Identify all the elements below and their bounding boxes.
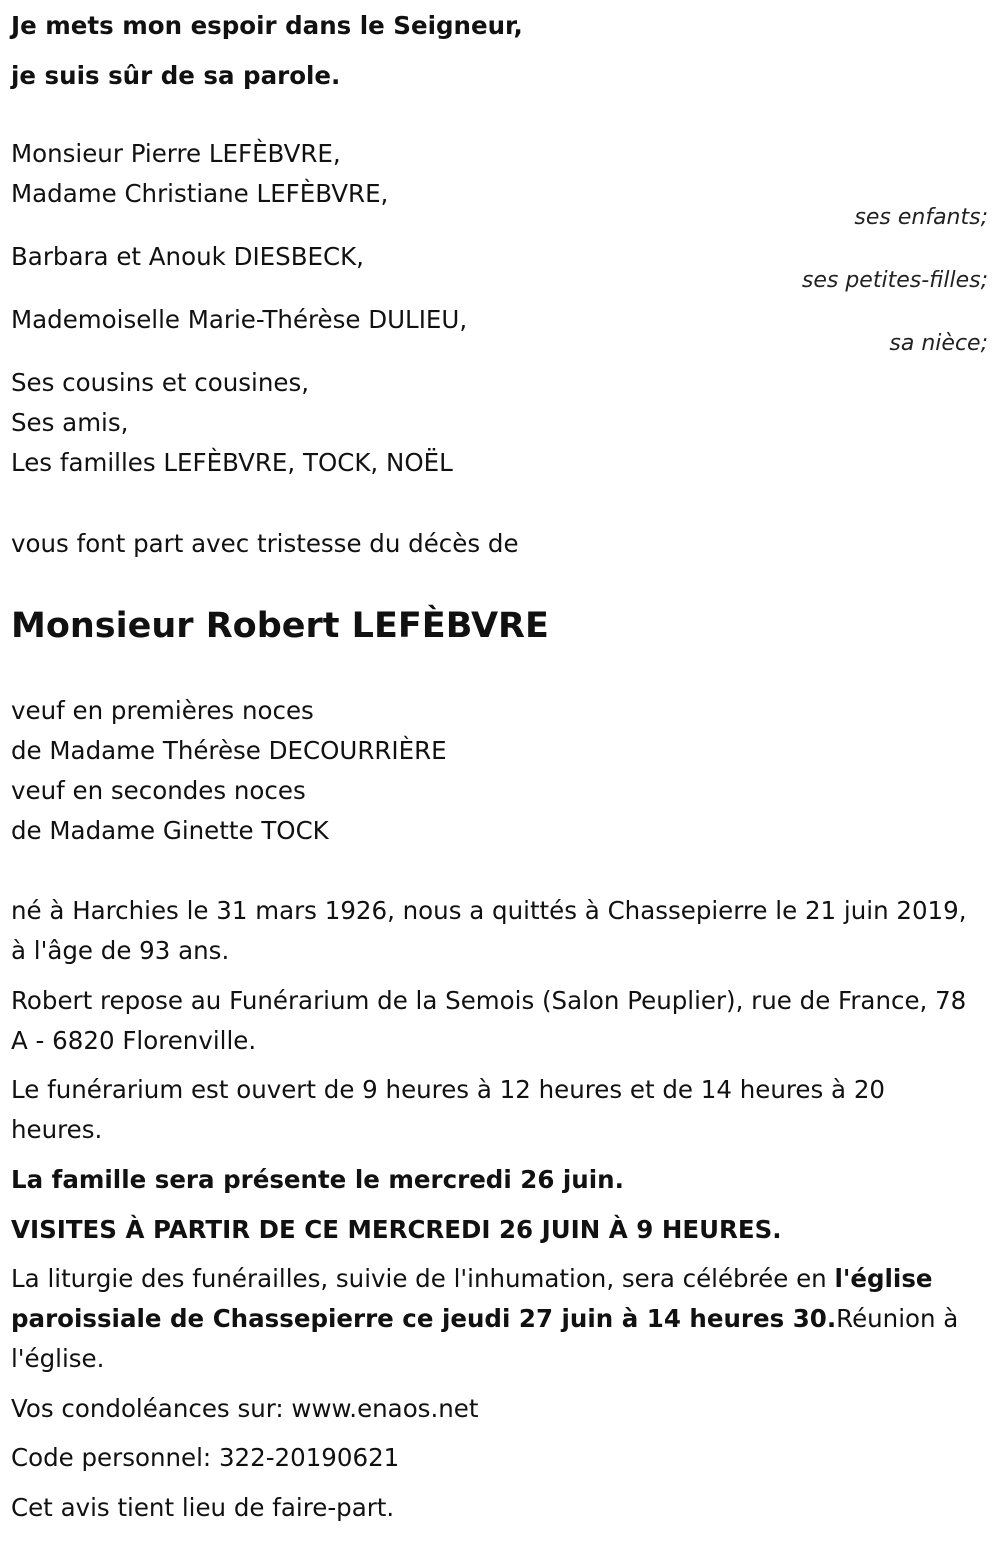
spouse-first: de Madame Thérèse DECOURRIÈRE bbox=[11, 736, 447, 765]
deceased-name: Monsieur Robert LEFÈBVRE bbox=[11, 606, 549, 646]
family-child-1: Monsieur Pierre LEFÈBVRE, bbox=[11, 139, 341, 168]
family-families: Les familles LEFÈBVRE, TOCK, NOËL bbox=[11, 448, 453, 477]
family-child-2: Madame Christiane LEFÈBVRE, bbox=[11, 179, 389, 208]
family-granddaughters: Barbara et Anouk DIESBECK, bbox=[11, 242, 364, 271]
family-presence: La famille sera présente le mercredi 26 juin. bbox=[11, 1165, 624, 1194]
epigraph-line-1: Je mets mon espoir dans le Seigneur, bbox=[11, 11, 523, 40]
liturgy-meeting: Réunion à l'église. bbox=[11, 1304, 959, 1373]
opening-hours-info: Le funérarium est ouvert de 9 heures à 12 heures et de 14 heures à 20 heures. bbox=[11, 1075, 886, 1144]
children-relation: ses enfants; bbox=[854, 205, 988, 230]
widower-first: veuf en premières noces bbox=[11, 696, 314, 725]
granddaughters-relation: ses petites-filles; bbox=[801, 268, 988, 293]
personal-code: Code personnel: 322-20190621 bbox=[11, 1443, 400, 1472]
niece-relation: sa nièce; bbox=[889, 331, 988, 356]
condolences-info: Vos condoléances sur: www.enaos.net bbox=[11, 1394, 479, 1423]
birth-death-info: né à Harchies le 31 mars 1926, nous a quittés à Chassepierre le 21 juin 2019, à l'âge de 93 ans. bbox=[11, 896, 967, 965]
liturgy-info bbox=[11, 1259, 981, 1379]
epigraph-line-2: je suis sûr de sa parole. bbox=[11, 61, 341, 90]
notice-statement: Cet avis tient lieu de faire-part. bbox=[11, 1493, 395, 1522]
family-cousins: Ses cousins et cousines, bbox=[11, 368, 309, 397]
announcement: vous font part avec tristesse du décès de bbox=[11, 529, 519, 558]
liturgy-place-time: l'église paroissiale de Chassepierre ce jeudi 27 juin à 14 heures 30. bbox=[11, 1264, 933, 1333]
widower-second: veuf en secondes noces bbox=[11, 776, 306, 805]
spouse-second: de Madame Ginette TOCK bbox=[11, 816, 329, 845]
rest-place-info: Robert repose au Funérarium de la Semois (Salon Peuplier), rue de France, 78 A - 6820 Florenville. bbox=[11, 986, 967, 1055]
family-friends: Ses amis, bbox=[11, 408, 129, 437]
family-niece: Mademoiselle Marie-Thérèse DULIEU, bbox=[11, 305, 468, 334]
visits-info: VISITES À PARTIR DE CE MERCREDI 26 JUIN À 9 HEURES. bbox=[11, 1215, 782, 1244]
liturgy-intro: La liturgie des funérailles, suivie de l'inhumation, sera célébrée en bbox=[11, 1264, 835, 1293]
